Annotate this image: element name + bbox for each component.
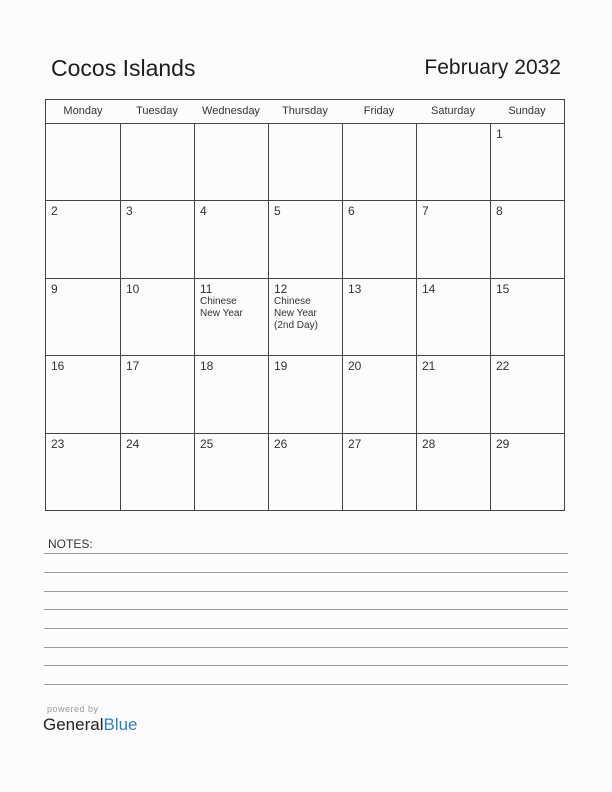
day-cell (46, 434, 120, 511)
note-line (44, 572, 568, 573)
day-cell (342, 124, 416, 200)
date-number: 29 (496, 436, 510, 451)
weekday-wednesday: Wednesday (202, 105, 260, 117)
date-number: 10 (126, 281, 140, 296)
weekday-header (46, 100, 564, 124)
day-cell (46, 356, 120, 432)
weekday-saturday: Saturday (430, 105, 476, 117)
weekday-thursday: Thursday (282, 105, 328, 117)
day-cell (416, 279, 490, 355)
day-cell (46, 124, 120, 200)
weekday-monday: Monday (63, 105, 103, 117)
day-cell (120, 356, 194, 432)
day-cell (342, 356, 416, 432)
brand-logo (43, 715, 138, 735)
day-cell (46, 279, 120, 355)
date-number: 14 (422, 281, 436, 296)
month-title: February 2032 (424, 56, 561, 79)
day-cell (416, 434, 490, 511)
date-number: 22 (496, 359, 510, 374)
day-cell (490, 356, 564, 432)
date-number: 3 (126, 204, 133, 219)
day-cell (120, 434, 194, 511)
day-cell (268, 434, 342, 511)
calendar-grid (45, 99, 565, 511)
day-cell (342, 279, 416, 355)
calendar-week (46, 124, 564, 201)
day-cell (342, 201, 416, 277)
day-cell (490, 279, 564, 355)
day-cell (268, 356, 342, 432)
note-line (44, 665, 568, 666)
date-number: 18 (200, 359, 214, 374)
holiday-label: Chinese (200, 295, 237, 307)
date-number: 9 (51, 281, 58, 296)
day-cell (120, 124, 194, 200)
date-number: 6 (348, 204, 355, 219)
day-cell (268, 201, 342, 277)
brand-general-text: General (43, 715, 104, 734)
date-number: 17 (126, 359, 140, 374)
day-cell (194, 201, 268, 277)
day-cell (194, 279, 268, 355)
day-cell (194, 124, 268, 200)
weekday-friday: Friday (363, 105, 395, 117)
weekday-sunday: Sunday (508, 105, 546, 117)
day-cell (416, 356, 490, 432)
day-cell (46, 201, 120, 277)
day-cell (490, 434, 564, 511)
day-cell (490, 201, 564, 277)
date-number: 28 (422, 436, 436, 451)
date-number: 24 (126, 436, 140, 451)
date-number: 7 (422, 204, 429, 219)
day-cell (194, 434, 268, 511)
calendar-week (46, 201, 564, 278)
date-number: 23 (51, 436, 65, 451)
notes-label: NOTES: (48, 537, 93, 551)
brand-blue-text: Blue (103, 715, 138, 734)
day-cell (120, 201, 194, 277)
calendar-week (46, 279, 564, 356)
date-number: 12 (274, 281, 288, 296)
day-cell (194, 356, 268, 432)
calendar-weeks (46, 124, 564, 511)
note-line (44, 684, 568, 685)
date-number: 26 (274, 436, 288, 451)
day-cell (268, 124, 342, 200)
date-number: 21 (422, 359, 436, 374)
holiday-label: New Year (274, 307, 317, 319)
date-number: 1 (496, 127, 503, 141)
page-title: Cocos Islands (51, 55, 196, 81)
note-line (44, 553, 568, 554)
powered-by-text: powered by (47, 704, 99, 714)
weekday-tuesday: Tuesday (136, 105, 178, 117)
date-number: 13 (348, 281, 362, 296)
date-number: 15 (496, 281, 510, 296)
note-line (44, 647, 568, 648)
date-number: 20 (348, 359, 362, 374)
date-number: 4 (200, 204, 207, 219)
note-line (44, 609, 568, 610)
day-cell (120, 279, 194, 355)
holiday-label: Chinese (274, 295, 311, 307)
date-number: 11 (200, 281, 213, 296)
holiday-label: (2nd Day) (274, 319, 318, 331)
date-number: 16 (51, 359, 65, 374)
note-line (44, 628, 568, 629)
day-cell (416, 124, 490, 200)
day-cell (416, 201, 490, 277)
note-line (44, 591, 568, 592)
date-number: 8 (496, 204, 503, 219)
calendar-week (46, 356, 564, 433)
date-number: 25 (200, 436, 214, 451)
day-cell (342, 434, 416, 511)
holiday-label: New Year (200, 307, 243, 319)
day-cell (268, 279, 342, 355)
date-number: 2 (51, 204, 58, 219)
calendar-week (46, 434, 564, 511)
date-number: 5 (274, 204, 281, 219)
date-number: 27 (348, 436, 362, 451)
footer-branding (43, 704, 138, 735)
day-cell (490, 124, 564, 200)
date-number: 19 (274, 359, 288, 374)
